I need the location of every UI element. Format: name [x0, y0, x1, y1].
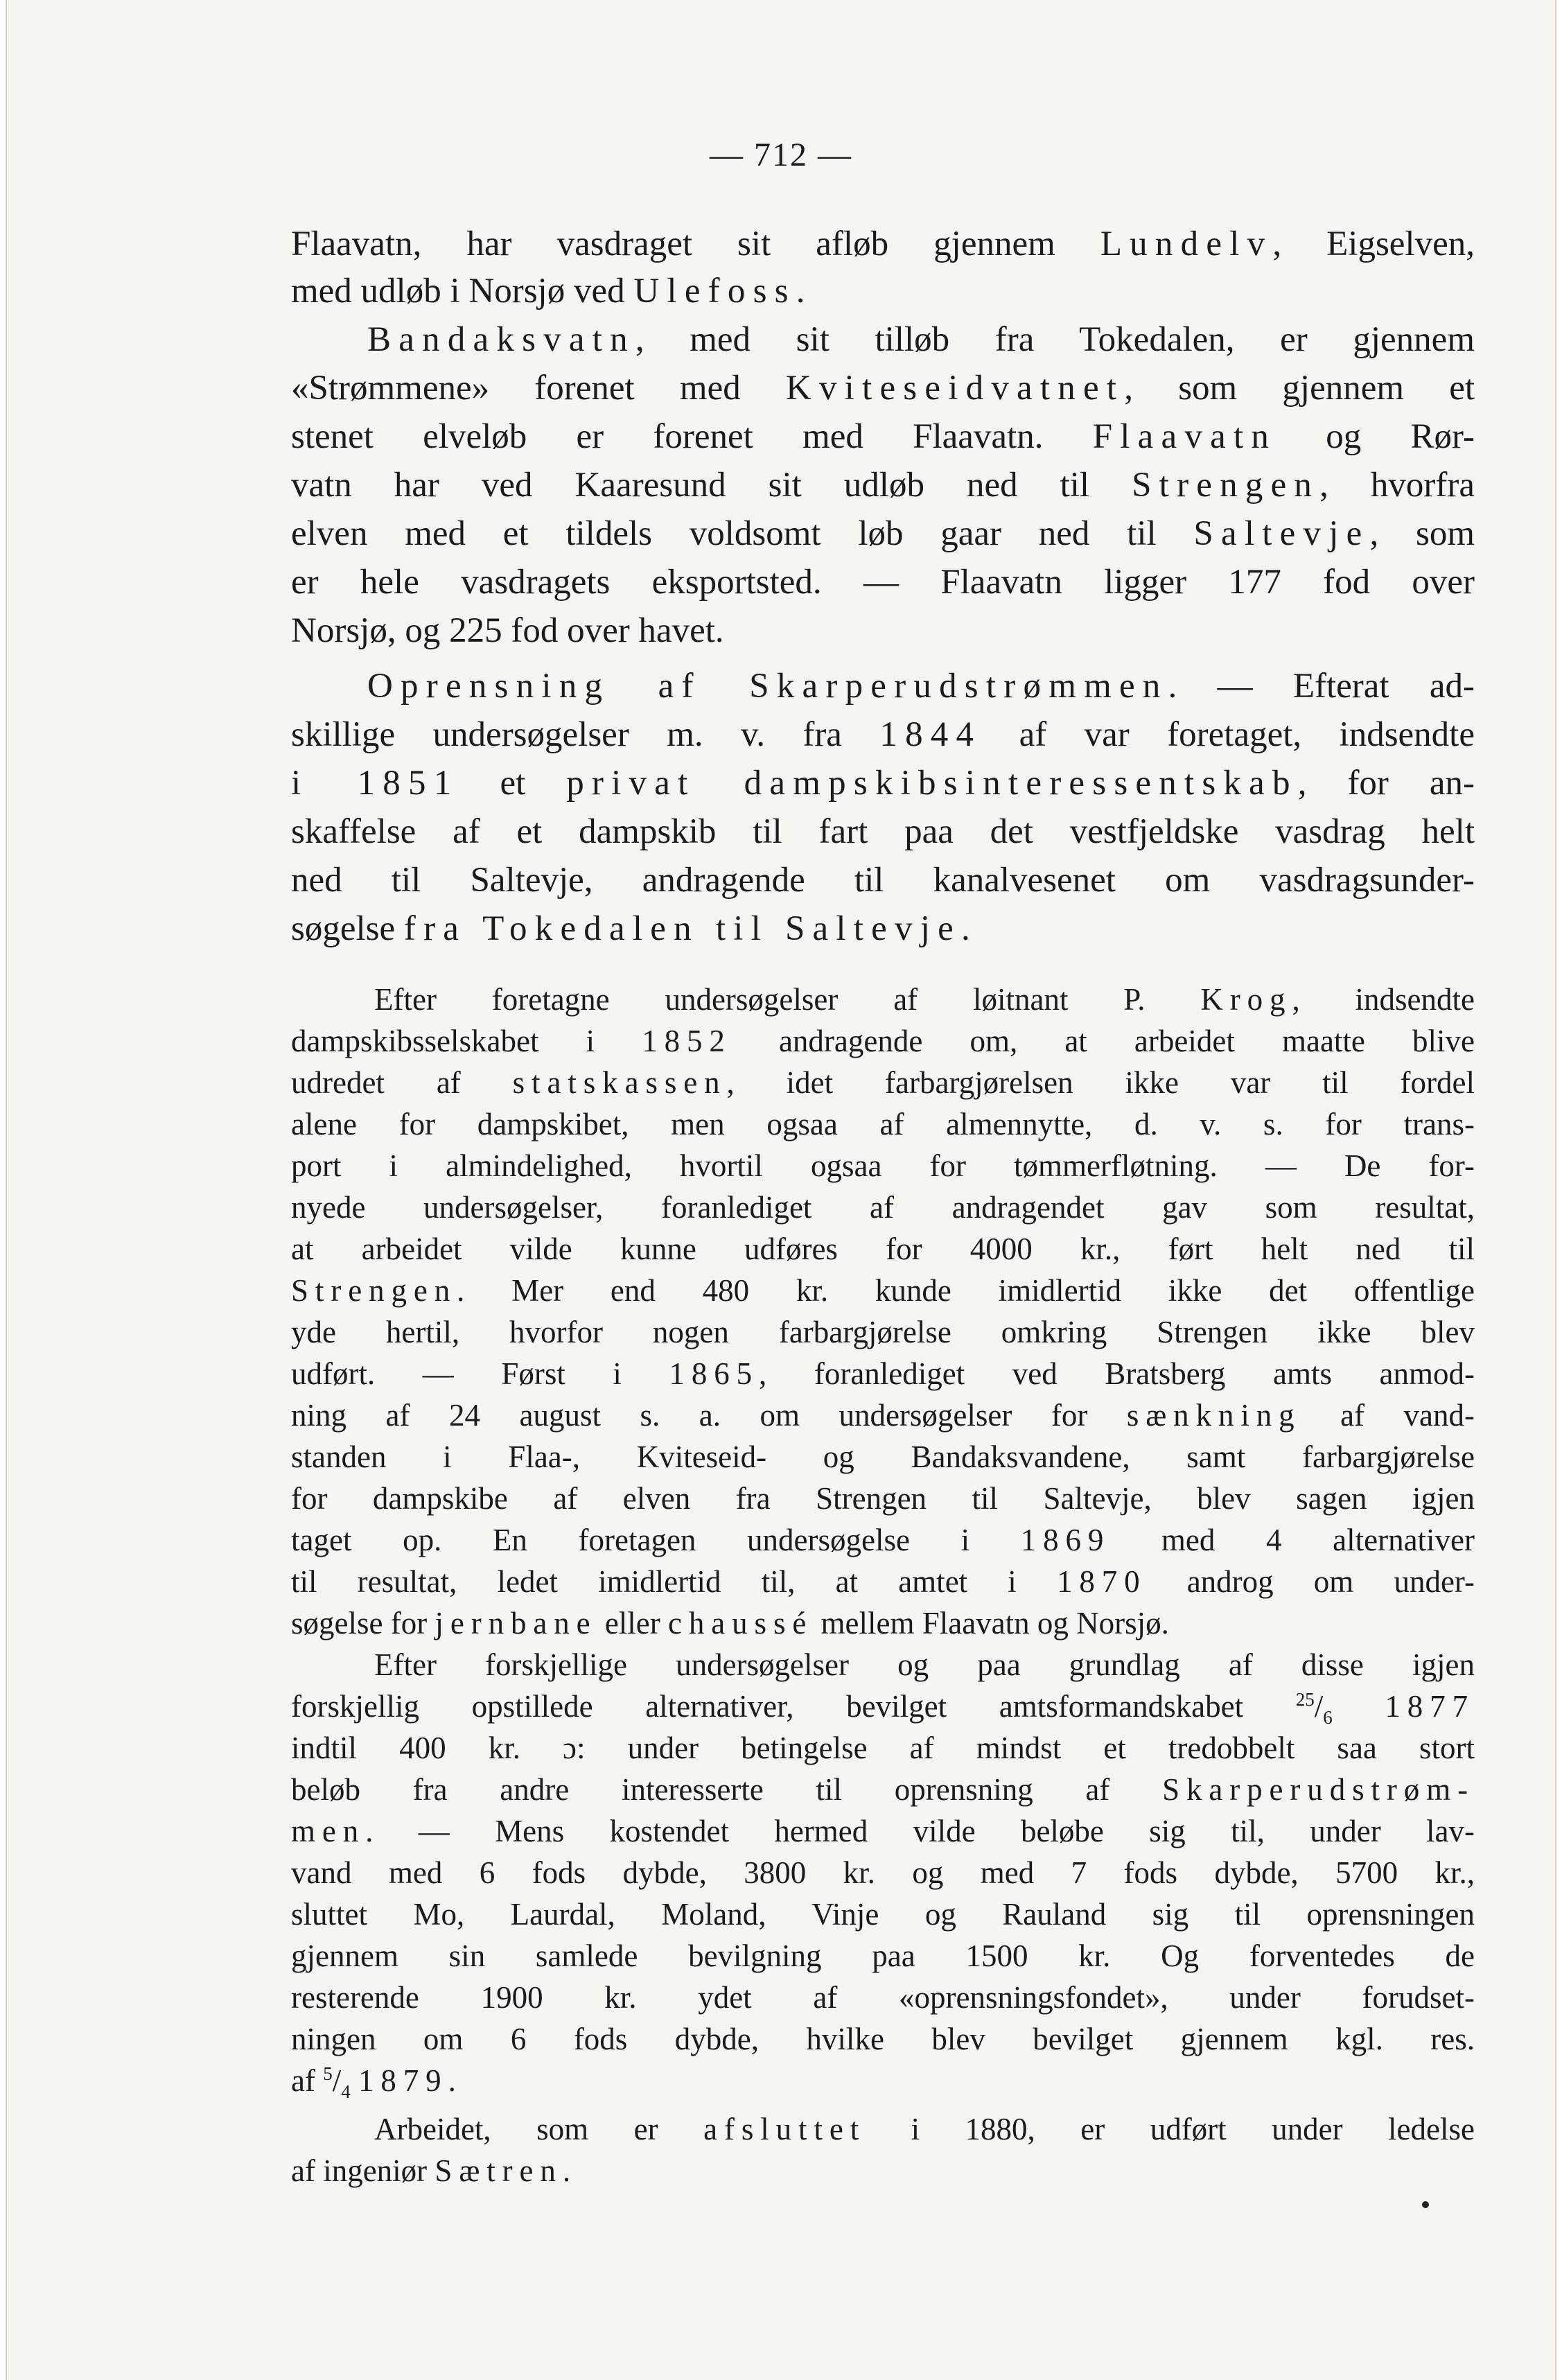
page-edge-left	[6, 0, 7, 2380]
text-line: alene for dampskibet, men ogsaa af almennytte, d. v. s. for trans-	[291, 1107, 1475, 1141]
text-line: ning af 24 august s. a. om undersøgelser for sænkning af vand-	[291, 1398, 1475, 1433]
text-line: vatn har ved Kaaresund sit udløb ned til Strengen, hvorfra	[291, 466, 1475, 505]
text-line: ningen om 6 fods dybde, hvilke blev bevilget gjennem kgl. res.	[291, 2022, 1475, 2056]
ink-speck	[1422, 2201, 1429, 2208]
text-line: Arbeidet, som er afsluttet i 1880, er udført under ledelse	[374, 2112, 1475, 2146]
text-line: standen i Flaa-, Kviteseid- og Bandaksvandene, samt farbargjørelse	[291, 1440, 1475, 1474]
page-number: — 712 —	[710, 137, 852, 173]
text-line: for dampskibe af elven fra Strengen til Saltevje, blev sagen igjen	[291, 1481, 1475, 1516]
text-line: søgelse for jernbane eller chaussé mellem Flaavatn og Norsjø.	[291, 1606, 1169, 1640]
text-line: indtil 400 kr. ɔ: under betingelse af mindst et tredobbelt saa stort	[291, 1731, 1475, 1765]
text-line: af ingeniør Sætren.	[291, 2153, 571, 2188]
text-line: forskjellig opstillede alternativer, bevilget amtsformandskabet $^{25}/_6$ 1877	[291, 1689, 1475, 1728]
text-line: søgelse fra Tokedalen til Saltevje.	[291, 909, 970, 948]
text-line: stenet elveløb er forenet med Flaavatn. Flaavatn og Rør-	[291, 417, 1475, 456]
text-line: nyede undersøgelser, foranlediget af andragendet gav som resultat,	[291, 1190, 1475, 1225]
text-line: ned til Saltevje, andragende til kanalvesenet om vasdragsunder-	[291, 861, 1475, 900]
text-line: port i almindelighed, hvortil ogsaa for tømmerfløtning. — De for-	[291, 1148, 1475, 1183]
text-line: Bandaksvatn, med sit tilløb fra Tokedalen, er gjennem	[367, 320, 1475, 359]
text-line: med udløb i Norsjø ved Ulefoss.	[291, 272, 805, 310]
text-line: til resultat, ledet imidlertid til, at amtet i 1870 androg om under-	[291, 1564, 1475, 1599]
text-line: i 1851 et privat dampskibsinteressentskab, for an-	[291, 764, 1475, 803]
text-line: at arbeidet vilde kunne udføres for 4000 kr., ført helt ned til	[291, 1232, 1475, 1266]
text-line: er hele vasdragets eksportsted. — Flaavatn ligger 177 fod over	[291, 563, 1475, 602]
text-line: taget op. En foretagen undersøgelse i 1869 med 4 alternativer	[291, 1523, 1475, 1557]
text-line: skaffelse af et dampskib til fart paa det vestfjeldske vasdrag helt	[291, 812, 1475, 851]
text-line: Flaavatn, har vasdraget sit afløb gjennem Lundelv, Eigselven,	[291, 225, 1475, 263]
text-line: skillige undersøgelser m. v. fra 1844 af var foretaget, indsendte	[291, 715, 1475, 754]
text-line: beløb fra andre interesserte til oprensning af Skarperudstrøm-	[291, 1772, 1475, 1807]
text-line: Efter forskjellige undersøgelser og paa grundlag af disse igjen	[374, 1647, 1475, 1682]
page-edge-right	[1555, 0, 1556, 2380]
text-line: Strengen. Mer end 480 kr. kunde imidlertid ikke det offentlige	[291, 1273, 1475, 1308]
text-line: yde hertil, hvorfor nogen farbargjørelse omkring Strengen ikke blev	[291, 1315, 1475, 1349]
text-line: dampskibsselskabet i 1852 andragende om, at arbeidet maatte blive	[291, 1024, 1475, 1058]
text-line: af $^5/_4$ 1879.	[291, 2063, 456, 2102]
text-line: gjennem sin samlede bevilgning paa 1500 kr. Og forventedes de	[291, 1939, 1475, 1973]
text-line: udført. — Først i 1865, foranlediget ved Bratsberg amts anmod-	[291, 1356, 1475, 1391]
text-line: elven med et tildels voldsomt løb gaar ned til Saltevje, som	[291, 514, 1475, 553]
text-line: vand med 6 fods dybde, 3800 kr. og med 7 fods dybde, 5700 kr.,	[291, 1855, 1475, 1890]
text-line: resterende 1900 kr. ydet af «oprensningsfondet», under forudset-	[291, 1980, 1475, 2015]
text-line: Norsjø, og 225 fod over havet.	[291, 611, 724, 650]
text-line: men. — Mens kostendet hermed vilde beløbe sig til, under lav-	[291, 1814, 1475, 1848]
text-line: Efter foretagne undersøgelser af løitnant P. Krog, indsendte	[374, 982, 1475, 1017]
text-line: udredet af statskassen, idet farbargjørelsen ikke var til fordel	[291, 1065, 1475, 1100]
text-line: sluttet Mo, Laurdal, Moland, Vinje og Rauland sig til oprensningen	[291, 1897, 1475, 1932]
text-line: Oprensning af Skarperudstrømmen. — Efterat ad-	[367, 667, 1475, 706]
text-line: «Strømmene» forenet med Kviteseidvatnet, som gjennem et	[291, 369, 1475, 408]
